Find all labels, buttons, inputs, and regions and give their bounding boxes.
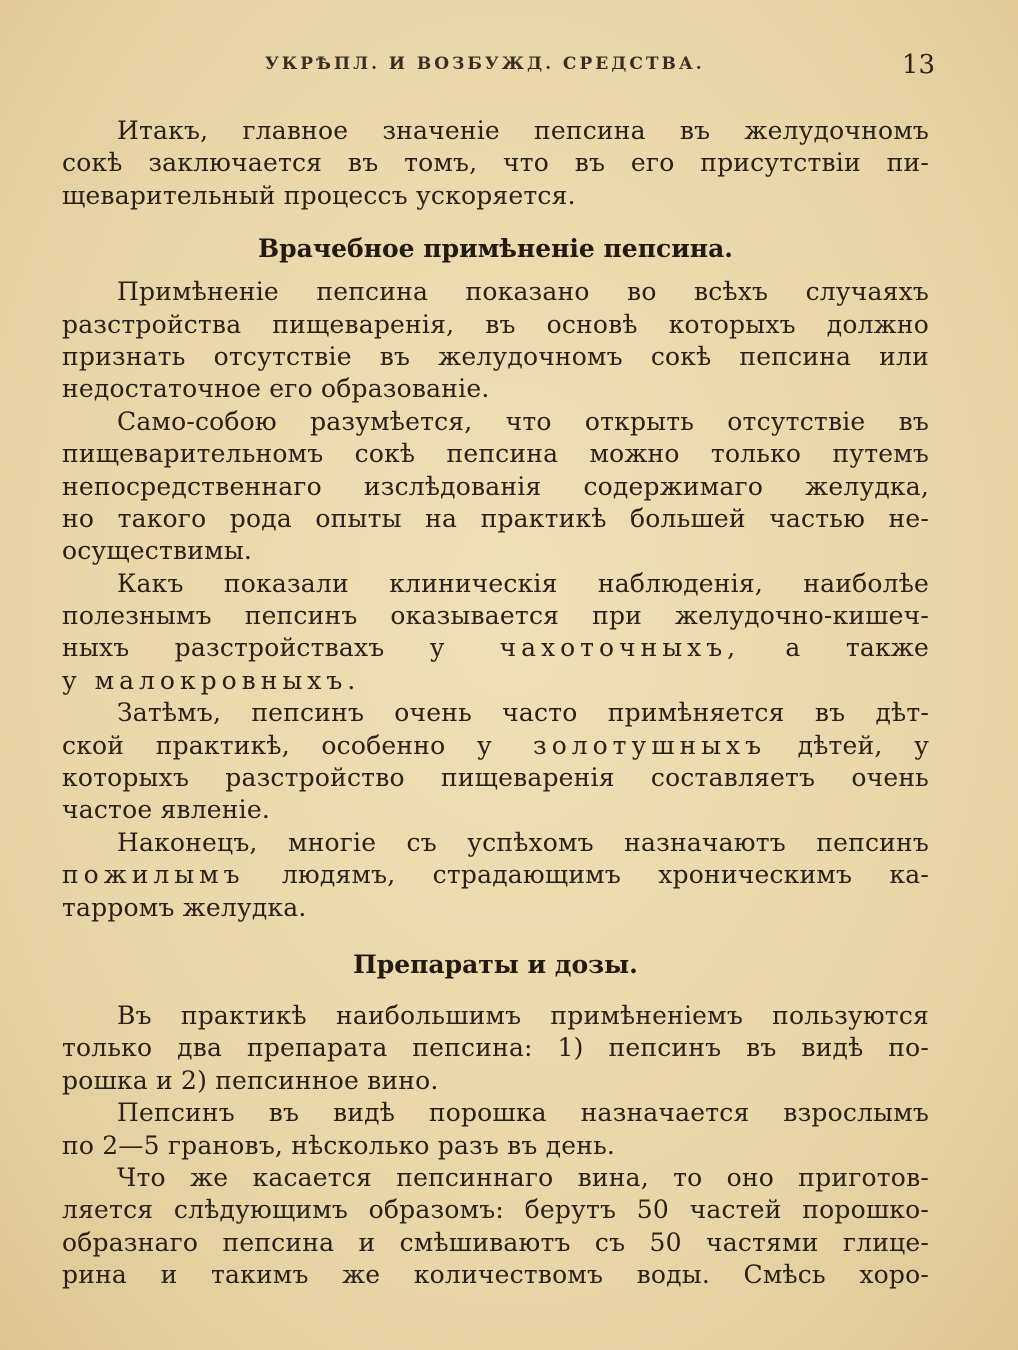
emphasized-text: у чахоточныхъ, <box>429 633 741 663</box>
text-segment: ныхъ разстройствахъ <box>62 633 385 663</box>
text-line: рина и такимъ же количествомъ воды. Смѣсь хоро- <box>62 1260 929 1290</box>
paragraph-powder-dose <box>62 1097 929 1162</box>
text-line: сокѣ заключается въ томъ, что въ его присутствiи пи- <box>62 148 929 178</box>
text-line: признать отсутствiе въ желудочномъ сокѣ пепсина или <box>62 341 929 371</box>
intro-paragraph <box>62 115 929 212</box>
text-line: Пепсинъ въ видѣ порошка назначается взрослымъ <box>117 1098 929 1128</box>
page-body <box>62 115 929 1292</box>
text-line: тарромъ желудка. <box>62 892 307 922</box>
text-line: Что же касается пепсиннаго вина, то оно приготов- <box>117 1162 929 1192</box>
text-line: частое явленiе. <box>62 795 270 825</box>
text-line: образнаго пепсина и смѣшиваютъ съ 50 частями глице- <box>62 1227 929 1257</box>
text-line <box>62 632 929 664</box>
text-segment: ской практикѣ, особенно <box>62 730 446 760</box>
paragraph-indications <box>62 276 929 406</box>
text-line: по 2—5 грановъ, нѣсколько разъ въ день. <box>62 1130 616 1160</box>
paragraph-elderly <box>62 827 929 924</box>
text-line: полезнымъ пепсинъ оказывается при желудочно-кишеч- <box>62 601 929 631</box>
emphasized-text: у золотушныхъ <box>476 730 767 760</box>
paragraph-detection <box>62 406 929 568</box>
text-line: которыхъ разстройство пищеваренiя составляетъ очень <box>62 763 929 793</box>
text-line <box>62 665 929 697</box>
text-line: Въ практикѣ наибольшимъ примѣненiемъ пользуются <box>117 1000 929 1030</box>
text-segment: дѣтей, у <box>797 730 929 760</box>
paragraph-clinical <box>62 568 929 698</box>
text-line: Примѣненiе пепсина показано во всѣхъ случаяхъ <box>117 277 929 307</box>
paragraph-preparations <box>62 1000 929 1097</box>
emphasized-text: пожилымъ <box>62 860 245 890</box>
text-line: Само-собою разумѣется, что открыть отсутствiе въ <box>117 406 929 436</box>
text-line: щеварительный процессъ ускоряется. <box>62 180 576 210</box>
section-heading-medical-use: Врачебное примѣненiе пепсина. <box>258 234 733 264</box>
text-line: разстройства пищеваренiя, въ основѣ которыхъ должно <box>62 309 929 339</box>
paragraph-pediatric <box>62 697 929 827</box>
text-line: Какъ показали клиническiя наблюденiя, наиболѣе <box>117 568 929 598</box>
text-line: недостаточное его образованiе. <box>62 374 490 404</box>
text-line <box>62 859 929 891</box>
page-number: 13 <box>901 50 935 80</box>
text-line: непосредственнаго изслѣдованiя содержимаго желудка, <box>62 471 929 501</box>
text-line: Итакъ, главное значенiе пепсина въ желудочномъ <box>117 116 929 145</box>
text-line: Наконецъ, многiе съ успѣхомъ назначаютъ пепсинъ <box>117 827 929 857</box>
text-line: только два препарата пепсина: 1) пепсинъ въ видѣ по- <box>62 1033 929 1063</box>
emphasized-text: у малокровныхъ. <box>62 665 361 695</box>
text-line: Затѣмъ, пепсинъ очень часто примѣняется въ дѣт- <box>117 698 929 728</box>
text-segment: людямъ, страдающимъ хроническимъ ка- <box>281 860 929 890</box>
text-line: рошка и 2) пепсинное вино. <box>62 1065 439 1095</box>
text-line: пищеварительномъ сокѣ пепсина можно только путемъ <box>62 439 929 469</box>
section-heading-preparations: Препараты и дозы. <box>353 949 638 979</box>
text-line: ляется слѣдующимъ образомъ: берутъ 50 частей порошко- <box>62 1195 929 1225</box>
text-segment: а также <box>785 633 929 663</box>
paragraph-wine <box>62 1162 929 1292</box>
text-line: но такого рода опыты на практикѣ большей частью не- <box>62 503 929 533</box>
text-line <box>62 730 929 762</box>
page-header <box>60 50 935 86</box>
running-head: УКРѢПЛ. И ВОЗБУЖД. СРЕДСТВА. <box>265 54 705 74</box>
text-line: осуществимы. <box>62 536 253 566</box>
